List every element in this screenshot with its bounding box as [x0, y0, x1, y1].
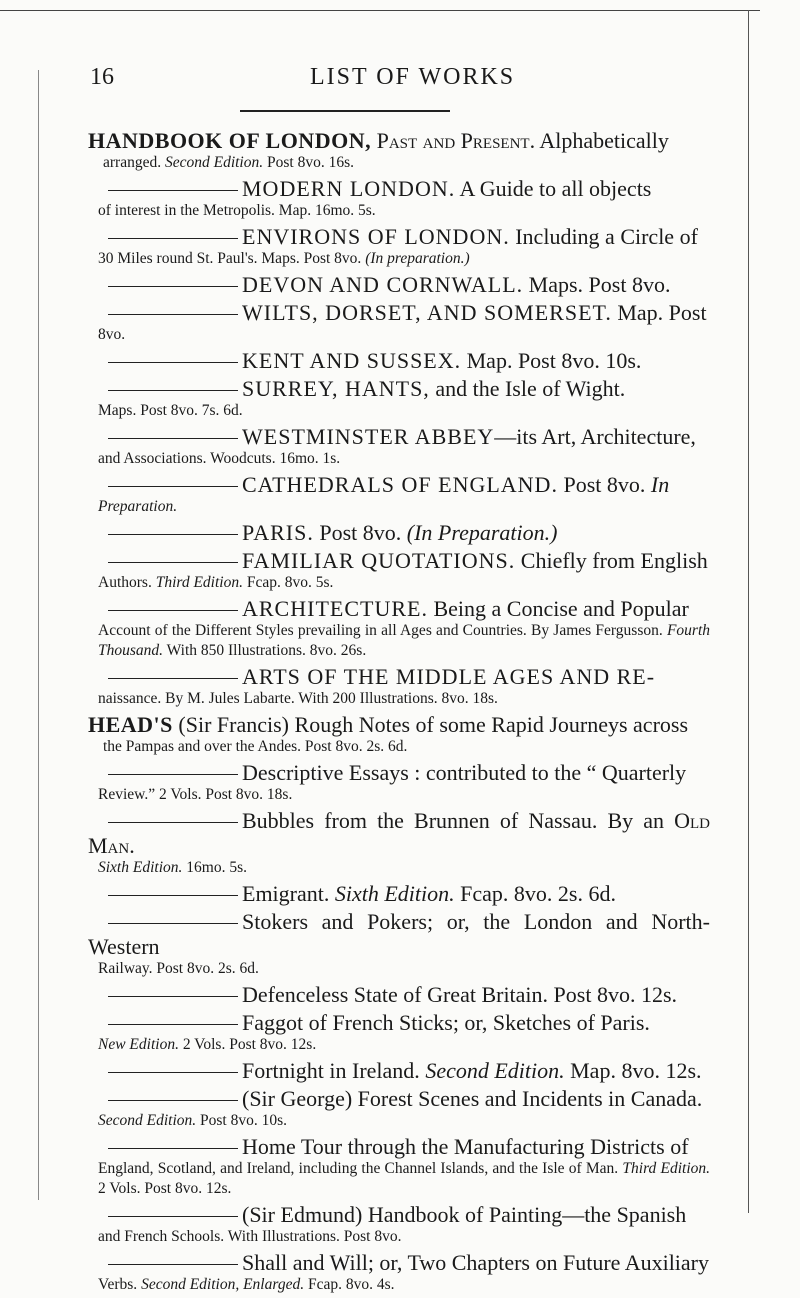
- entry-title: PARIS.: [242, 520, 314, 545]
- entry-text-2: Map. 8vo. 12s.: [570, 1058, 702, 1083]
- catalogue-entry: [88, 760, 710, 805]
- ditto-dash: [108, 286, 238, 287]
- entry-details: Review.” 2 Vols. Post 8vo. 18s.: [98, 786, 293, 803]
- ditto-dash: [108, 362, 238, 363]
- catalogue-entry: [88, 176, 710, 221]
- catalogue-entry: [88, 424, 710, 469]
- entry-edition: Sixth Edition.: [334, 881, 455, 906]
- catalogue-entry: [88, 1134, 710, 1199]
- entry-title: CATHEDRALS OF ENGLAND.: [242, 472, 558, 497]
- entry-edition: Sixth Edition.: [98, 859, 183, 876]
- ditto-dash: [108, 314, 238, 315]
- ditto-dash: [108, 1264, 238, 1265]
- entry-text: Being a Concise and Popular: [433, 596, 689, 621]
- entry-details: of interest in the Metropolis. Map. 16mo. 5s.: [98, 202, 376, 219]
- catalogue-entry: [88, 1010, 710, 1055]
- ditto-dash: [108, 996, 238, 997]
- entry-text: —its Art, Architecture,: [494, 424, 696, 449]
- catalogue-entry: [88, 300, 710, 345]
- entry-details-2: 2 Vols. Post 8vo. 12s.: [98, 1180, 232, 1197]
- entry-title: WESTMINSTER ABBEY: [242, 424, 495, 449]
- entry-title: Past and Present.: [376, 128, 536, 153]
- catalogue-entry: [88, 664, 710, 709]
- entry-title: SURREY, HANTS,: [242, 376, 430, 401]
- entry-details: arranged.: [103, 154, 162, 171]
- page-edge-right: [748, 10, 749, 1213]
- ditto-dash: [108, 1216, 238, 1217]
- ditto-dash: [108, 486, 238, 487]
- entry-note-cont: Preparation.: [98, 498, 178, 515]
- entry-edition: Third Edition.: [155, 574, 243, 591]
- catalogue-entry: [88, 348, 710, 373]
- entry-title: WILTS, DORSET, AND SOMERSET.: [242, 300, 612, 325]
- entry-text: Including a Circle of: [515, 224, 698, 249]
- entry-text-2: Fcap. 8vo. 2s. 6d.: [460, 881, 616, 906]
- entry-title: KENT AND SUSSEX.: [242, 348, 462, 373]
- entry-details-2: 2 Vols. Post 8vo. 12s.: [182, 1036, 317, 1053]
- entry-text: Post 8vo.: [319, 520, 402, 545]
- catalogue-entry: [88, 1202, 710, 1247]
- entry-details: England, Scotland, and Ireland, including the Channel Islands, and the Isle of Man.: [98, 1160, 619, 1177]
- entry-text: Chiefly from English: [520, 548, 708, 573]
- ditto-dash: [108, 610, 238, 611]
- entry-text: Map. Post: [617, 300, 707, 325]
- entry-details: Verbs.: [98, 1276, 138, 1293]
- ditto-dash: [108, 438, 238, 439]
- entry-details-2: With 850 Illustrations. 8vo. 26s.: [166, 642, 367, 659]
- entry-details-2: Fcap. 8vo. 4s.: [307, 1276, 395, 1293]
- catalogue-entry: [88, 596, 710, 661]
- entry-details: and French Schools. With Illustrations. Post 8vo.: [98, 1228, 402, 1245]
- entry-details: Authors.: [98, 574, 152, 591]
- entry-edition: (In preparation.): [365, 250, 470, 267]
- ditto-dash: [108, 1148, 238, 1149]
- catalogue-entry: [88, 224, 710, 269]
- catalogue-entry: [88, 272, 710, 297]
- entry-edition: Second Edition.: [98, 1112, 197, 1129]
- entry-details: and Associations. Woodcuts. 16mo. 1s.: [98, 450, 341, 467]
- ditto-dash: [108, 238, 238, 239]
- ditto-dash: [108, 390, 238, 391]
- entry-text: Home Tour through the Manufacturing Districts of: [242, 1134, 689, 1159]
- entry-text: A Guide to all objects: [459, 176, 652, 201]
- entry-text: Map. Post 8vo. 10s.: [466, 348, 642, 373]
- catalogue-entry: [88, 128, 710, 173]
- entry-edition: Third Edition.: [622, 1160, 710, 1177]
- entry-details: the Pampas and over the Andes. Post 8vo. 2s. 6d.: [103, 738, 408, 755]
- entry-text: Defenceless State of Great Britain. Post 8vo. 12s.: [242, 982, 678, 1007]
- entry-note: In: [650, 472, 670, 497]
- catalogue-entry: [88, 1250, 710, 1295]
- ditto-dash: [108, 774, 238, 775]
- entry-text: Descriptive Essays : contributed to the “ Quarterly: [242, 760, 687, 785]
- entry-details: 8vo.: [98, 326, 126, 343]
- ditto-dash: [108, 1072, 238, 1073]
- catalogue-entry: [88, 1058, 710, 1083]
- entry-text: Emigrant.: [242, 881, 330, 906]
- catalogue-entry: [88, 982, 710, 1007]
- entry-details-2: Fcap. 8vo. 5s.: [246, 574, 334, 591]
- entry-title: (Sir Francis): [178, 712, 290, 737]
- entry-text: Bubbles from the Brunnen of Nassau. By an: [242, 808, 665, 833]
- entry-text: and the Isle of Wight.: [435, 376, 626, 401]
- entry-details: naissance. By M. Jules Labarte. With 200 Illustrations. 8vo. 18s.: [98, 690, 498, 707]
- entry-title: MODERN LONDON.: [242, 176, 456, 201]
- entry-details-2: 16mo. 5s.: [186, 859, 247, 876]
- entry-title: ARTS OF THE MIDDLE AGES AND RE-: [242, 664, 656, 689]
- entry-text: Shall and Will; or, Two Chapters on Future Auxiliary: [242, 1250, 710, 1275]
- catalogue-entry: [88, 472, 710, 517]
- entry-text: Faggot of French Sticks; or, Sketches of Paris.: [242, 1010, 650, 1035]
- entry-details-2: Post 8vo. 16s.: [267, 154, 354, 171]
- page-number: 16: [90, 64, 114, 90]
- catalogue-entries: [88, 128, 710, 1298]
- entry-title: ARCHITECTURE.: [242, 596, 428, 621]
- ditto-dash: [108, 678, 238, 679]
- catalogue-entry: [88, 1086, 710, 1131]
- ditto-dash: [108, 822, 238, 823]
- ditto-dash: [108, 895, 238, 896]
- catalogue-entry: [88, 881, 710, 906]
- entry-text: Alphabetically: [539, 128, 669, 153]
- entry-author: HEAD'S: [88, 712, 173, 737]
- catalogue-entry: [88, 376, 710, 421]
- catalogue-entry: [88, 520, 710, 545]
- catalogue-entry: [88, 712, 710, 757]
- entry-edition: Second Edition.: [164, 154, 264, 171]
- entry-author-name: Old Man.: [88, 808, 711, 858]
- entry-details-2: Post 8vo. 10s.: [200, 1112, 288, 1129]
- entry-text: Post 8vo.: [563, 472, 646, 497]
- catalogue-entry: [88, 548, 710, 593]
- entry-edition: New Edition.: [98, 1036, 179, 1053]
- entry-text: Rough Notes of some Rapid Journeys across: [294, 712, 689, 737]
- ditto-dash: [108, 190, 238, 191]
- catalogue-entry: [88, 909, 710, 979]
- ditto-dash: [108, 1100, 238, 1101]
- page-header: [90, 64, 720, 104]
- entry-edition: Fourth Thousand.: [98, 622, 711, 659]
- running-title: LIST OF WORKS: [310, 64, 516, 90]
- entry-title: FAMILIAR QUOTATIONS.: [242, 548, 516, 573]
- entry-author: HANDBOOK OF LONDON,: [88, 128, 372, 153]
- entry-text: (Sir Edmund) Handbook of Painting—the Spanish: [242, 1202, 687, 1227]
- entry-text: Maps. Post 8vo.: [528, 272, 671, 297]
- entry-text: Stokers and Pokers; or, the London and North-Western: [88, 909, 710, 959]
- entry-edition: Second Edition.: [425, 1058, 565, 1083]
- page-edge-left: [38, 70, 39, 1200]
- ditto-dash: [108, 1024, 238, 1025]
- catalogue-entry: [88, 808, 710, 878]
- entry-details: 30 Miles round St. Paul's. Maps. Post 8vo.: [98, 250, 362, 267]
- header-rule: [240, 110, 450, 112]
- entry-details: Account of the Different Styles prevailing in all Ages and Countries. By James Fergusson.: [98, 622, 663, 639]
- ditto-dash: [108, 923, 238, 924]
- entry-title: DEVON AND CORNWALL.: [242, 272, 524, 297]
- ditto-dash: [108, 562, 238, 563]
- entry-details: Railway. Post 8vo. 2s. 6d.: [98, 960, 259, 977]
- page-edge-top: [0, 10, 760, 11]
- entry-text: (Sir George) Forest Scenes and Incidents in Canada.: [242, 1086, 703, 1111]
- entry-note: (In Preparation.): [406, 520, 558, 545]
- entry-text: Fortnight in Ireland.: [242, 1058, 420, 1083]
- entry-details: Maps. Post 8vo. 7s. 6d.: [98, 402, 243, 419]
- entry-edition: Second Edition, Enlarged.: [141, 1276, 305, 1293]
- ditto-dash: [108, 534, 238, 535]
- entry-title: ENVIRONS OF LONDON.: [242, 224, 510, 249]
